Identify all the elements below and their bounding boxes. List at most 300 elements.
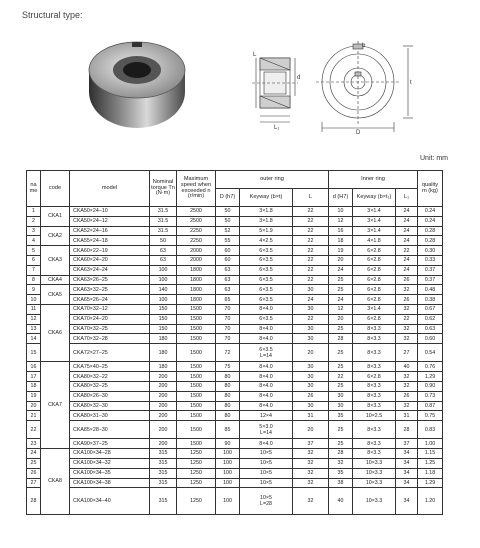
inner-keyway-cell: 8×3.3 bbox=[353, 334, 396, 344]
torque-cell: 200 bbox=[150, 372, 177, 382]
row-number: 2 bbox=[27, 216, 41, 226]
outer-d-cell: 65 bbox=[216, 295, 240, 305]
outer-l-cell: 22 bbox=[293, 226, 329, 236]
model-cell: CKA70×32−25 bbox=[70, 324, 150, 334]
row-number: 13 bbox=[27, 324, 41, 334]
outer-d-cell: 63 bbox=[216, 265, 240, 275]
outer-keyway-value: 6×3.5 bbox=[259, 346, 273, 353]
row-number: 24 bbox=[27, 449, 41, 459]
inner-l1-cell: 32 bbox=[396, 401, 418, 411]
table-row bbox=[27, 488, 443, 514]
inner-l1-cell: 32 bbox=[396, 381, 418, 391]
col-header-inner-l1: L₁ bbox=[396, 189, 418, 207]
table-row bbox=[27, 314, 443, 324]
speed-cell: 1500 bbox=[177, 372, 216, 382]
row-number: 21 bbox=[27, 411, 41, 421]
row-number: 22 bbox=[27, 421, 41, 439]
outer-l-cell: 30 bbox=[293, 381, 329, 391]
inner-d-cell: 24 bbox=[329, 265, 353, 275]
outer-l-cell: 32 bbox=[293, 488, 329, 514]
outer-keyway-cell: 10×5 bbox=[240, 478, 293, 488]
inner-l1-cell: 26 bbox=[396, 295, 418, 305]
inner-d-cell: 25 bbox=[329, 362, 353, 372]
table-row bbox=[27, 372, 443, 382]
table-row bbox=[27, 458, 443, 468]
code-cell: CKA5 bbox=[41, 285, 70, 305]
outer-keyway-cell: 12×4 bbox=[240, 411, 293, 421]
code-cell: CKA6 bbox=[41, 304, 70, 361]
torque-cell: 200 bbox=[150, 381, 177, 391]
inner-keyway-cell: 10×3.3 bbox=[353, 478, 396, 488]
torque-cell: 315 bbox=[150, 458, 177, 468]
quality-cell: 0.60 bbox=[418, 334, 443, 344]
torque-cell: 200 bbox=[150, 401, 177, 411]
model-cell: CKA80×31−30 bbox=[70, 411, 150, 421]
inner-d-cell: 16 bbox=[329, 226, 353, 236]
row-number: 12 bbox=[27, 314, 41, 324]
front-view bbox=[316, 41, 413, 132]
outer-d-cell: 60 bbox=[216, 255, 240, 265]
outer-l-cell: 30 bbox=[293, 304, 329, 314]
quality-cell: 0.24 bbox=[418, 207, 443, 217]
model-cell: CKA100×34−32 bbox=[70, 458, 150, 468]
inner-keyway-cell: 6×2.8 bbox=[353, 265, 396, 275]
speed-cell: 1800 bbox=[177, 275, 216, 285]
inner-d-cell: 30 bbox=[329, 391, 353, 401]
inner-d-cell: 12 bbox=[329, 216, 353, 226]
inner-d-cell: 35 bbox=[329, 411, 353, 421]
inner-d-cell: 24 bbox=[329, 295, 353, 305]
speed-cell: 1500 bbox=[177, 334, 216, 344]
outer-keyway-cell: 6×3.5 bbox=[240, 275, 293, 285]
row-number: 26 bbox=[27, 468, 41, 478]
model-cell: CKA63×24−24 bbox=[70, 265, 150, 275]
row-number: 5 bbox=[27, 246, 41, 256]
quality-cell: 1.15 bbox=[418, 449, 443, 459]
col-header-outer-d: D (h7) bbox=[216, 189, 240, 207]
model-cell: CKA72×27−25 bbox=[70, 344, 150, 362]
table-row bbox=[27, 478, 443, 488]
technical-drawing bbox=[248, 36, 423, 136]
inner-keyway-cell: 3×1.4 bbox=[353, 216, 396, 226]
code-cell: CKA2 bbox=[41, 226, 70, 246]
outer-keyway-cell: 6×3.5 bbox=[240, 265, 293, 275]
outer-l-cell: 22 bbox=[293, 255, 329, 265]
model-cell: CKA52×24−16 bbox=[70, 226, 150, 236]
outer-keyway-cell: 8×4.0 bbox=[240, 372, 293, 382]
model-cell: CKA100×34−38 bbox=[70, 478, 150, 488]
quality-cell: 0.28 bbox=[418, 236, 443, 246]
row-number: 4 bbox=[27, 236, 41, 246]
inner-keyway-cell: 8×3.3 bbox=[353, 324, 396, 334]
table-row bbox=[27, 362, 443, 372]
outer-d-cell: 70 bbox=[216, 314, 240, 324]
outer-d-cell: 90 bbox=[216, 439, 240, 449]
inner-l1-cell: 26 bbox=[396, 275, 418, 285]
outer-l-cell: 30 bbox=[293, 285, 329, 295]
table-row bbox=[27, 304, 443, 314]
dim-capital-d-label: D bbox=[356, 130, 361, 136]
torque-cell: 100 bbox=[150, 295, 177, 305]
speed-cell: 1500 bbox=[177, 421, 216, 439]
inner-d-cell: 25 bbox=[329, 285, 353, 295]
col-header-inner-keyway: Keyway (b×t₁) bbox=[353, 189, 396, 207]
speed-cell: 1500 bbox=[177, 344, 216, 362]
model-cell: CKA100×34−35 bbox=[70, 468, 150, 478]
quality-cell: 0.30 bbox=[418, 246, 443, 256]
inner-l1-cell: 24 bbox=[396, 216, 418, 226]
model-cell: CKA65×26−24 bbox=[70, 295, 150, 305]
table-row bbox=[27, 411, 443, 421]
inner-d-cell: 20 bbox=[329, 255, 353, 265]
outer-keyway-length: L=14 bbox=[260, 429, 272, 436]
row-number: 14 bbox=[27, 334, 41, 344]
row-number: 25 bbox=[27, 458, 41, 468]
col-header-outer-ring: outer ring bbox=[216, 171, 329, 189]
torque-cell: 31.5 bbox=[150, 207, 177, 217]
code-cell: CKA8 bbox=[41, 449, 70, 515]
clutch-keyway bbox=[132, 42, 142, 47]
outer-keyway-cell: 8×4.0 bbox=[240, 324, 293, 334]
outer-keyway-cell: 6×3.5 bbox=[240, 285, 293, 295]
speed-cell: 1800 bbox=[177, 295, 216, 305]
inner-d-cell: 28 bbox=[329, 334, 353, 344]
model-cell: CKA100×34−40 bbox=[70, 488, 150, 514]
torque-cell: 315 bbox=[150, 449, 177, 459]
row-number: 1 bbox=[27, 207, 41, 217]
inner-keyway-cell: 10×3.3 bbox=[353, 468, 396, 478]
torque-cell: 63 bbox=[150, 246, 177, 256]
speed-cell: 1250 bbox=[177, 478, 216, 488]
speed-cell: 1500 bbox=[177, 391, 216, 401]
table-row bbox=[27, 285, 443, 295]
row-number: 16 bbox=[27, 362, 41, 372]
outer-l-cell: 22 bbox=[293, 275, 329, 285]
inner-l1-cell: 34 bbox=[396, 488, 418, 514]
spec-table-body bbox=[27, 207, 443, 515]
torque-cell: 150 bbox=[150, 304, 177, 314]
inner-d-cell: 25 bbox=[329, 344, 353, 362]
outer-l-cell: 30 bbox=[293, 401, 329, 411]
model-cell: CKA70×24−20 bbox=[70, 314, 150, 324]
quality-cell: 0.63 bbox=[418, 324, 443, 334]
col-header-outer-l: L bbox=[293, 189, 329, 207]
clutch-photo bbox=[82, 30, 192, 140]
outer-d-cell: 70 bbox=[216, 304, 240, 314]
table-row bbox=[27, 226, 443, 236]
outer-l-cell: 20 bbox=[293, 344, 329, 362]
speed-cell: 1500 bbox=[177, 401, 216, 411]
outer-d-cell: 50 bbox=[216, 216, 240, 226]
dim-d-label: d bbox=[297, 75, 301, 81]
outer-l-cell: 30 bbox=[293, 362, 329, 372]
torque-cell: 180 bbox=[150, 362, 177, 372]
model-cell: CKA55×24−18 bbox=[70, 236, 150, 246]
outer-d-cell: 80 bbox=[216, 372, 240, 382]
model-cell: CKA70×32−12 bbox=[70, 304, 150, 314]
outer-l-cell: 22 bbox=[293, 314, 329, 324]
inner-keyway-cell: 3×1.4 bbox=[353, 207, 396, 217]
model-cell: CKA100×34−28 bbox=[70, 449, 150, 459]
outer-l-cell: 20 bbox=[293, 421, 329, 439]
row-number: 20 bbox=[27, 401, 41, 411]
torque-cell: 200 bbox=[150, 439, 177, 449]
inner-d-cell: 22 bbox=[329, 372, 353, 382]
inner-l1-cell: 32 bbox=[396, 334, 418, 344]
table-row bbox=[27, 216, 443, 226]
row-number: 19 bbox=[27, 391, 41, 401]
spec-table-header bbox=[27, 171, 443, 207]
outer-d-cell: 85 bbox=[216, 421, 240, 439]
outer-d-cell: 100 bbox=[216, 478, 240, 488]
section-view bbox=[252, 58, 301, 122]
outer-l-cell: 22 bbox=[293, 246, 329, 256]
outer-d-cell: 70 bbox=[216, 324, 240, 334]
unit-label: Unit: mm bbox=[420, 155, 448, 162]
speed-cell: 1500 bbox=[177, 314, 216, 324]
table-row bbox=[27, 295, 443, 305]
outer-l-cell: 30 bbox=[293, 372, 329, 382]
model-cell: CKA50×24−12 bbox=[70, 216, 150, 226]
outer-keyway-cell: 4×2.5 bbox=[240, 236, 293, 246]
inner-keyway-cell: 10×3.3 bbox=[353, 488, 396, 514]
model-cell: CKA80×26−30 bbox=[70, 391, 150, 401]
speed-cell: 1500 bbox=[177, 439, 216, 449]
quality-cell: 0.73 bbox=[418, 391, 443, 401]
clutch-bore bbox=[123, 62, 151, 78]
row-number: 6 bbox=[27, 255, 41, 265]
inner-d-cell: 20 bbox=[329, 314, 353, 324]
torque-cell: 200 bbox=[150, 421, 177, 439]
inner-keyway-cell: 6×2.8 bbox=[353, 372, 396, 382]
outer-l-cell: 22 bbox=[293, 236, 329, 246]
row-number: 3 bbox=[27, 226, 41, 236]
outer-keyway-cell: 10×5 bbox=[240, 458, 293, 468]
inner-l1-cell: 24 bbox=[396, 236, 418, 246]
torque-cell: 63 bbox=[150, 255, 177, 265]
inner-keyway-cell: 6×2.8 bbox=[353, 314, 396, 324]
torque-cell: 200 bbox=[150, 411, 177, 421]
outer-d-cell: 55 bbox=[216, 236, 240, 246]
speed-cell: 1250 bbox=[177, 449, 216, 459]
outer-l-cell: 26 bbox=[293, 391, 329, 401]
outer-l-cell: 32 bbox=[293, 458, 329, 468]
inner-d-cell: 25 bbox=[329, 324, 353, 334]
outer-d-cell: 80 bbox=[216, 381, 240, 391]
model-cell: CKA80×32−30 bbox=[70, 401, 150, 411]
table-row bbox=[27, 207, 443, 217]
quality-cell: 1.18 bbox=[418, 468, 443, 478]
inner-d-cell: 25 bbox=[329, 275, 353, 285]
inner-l1-cell: 27 bbox=[396, 344, 418, 362]
inner-d-cell: 32 bbox=[329, 458, 353, 468]
outer-l-cell: 31 bbox=[293, 411, 329, 421]
inner-keyway-cell: 4×1.8 bbox=[353, 236, 396, 246]
table-row bbox=[27, 265, 443, 275]
speed-cell: 2000 bbox=[177, 246, 216, 256]
model-cell: CKA63×26−25 bbox=[70, 275, 150, 285]
table-row bbox=[27, 381, 443, 391]
inner-l1-cell: 24 bbox=[396, 207, 418, 217]
outer-keyway-cell: 8×4.0 bbox=[240, 362, 293, 372]
torque-cell: 315 bbox=[150, 488, 177, 514]
outer-d-cell: 52 bbox=[216, 226, 240, 236]
quality-cell: 0.76 bbox=[418, 362, 443, 372]
dim-l-label: L bbox=[253, 52, 257, 58]
torque-cell: 31.5 bbox=[150, 226, 177, 236]
table-row bbox=[27, 275, 443, 285]
outer-keyway-cell bbox=[240, 488, 293, 514]
row-number: 23 bbox=[27, 439, 41, 449]
model-cell: CKA80×32−22 bbox=[70, 372, 150, 382]
model-cell: CKA85×28−30 bbox=[70, 421, 150, 439]
col-header-quality: quality m (kg) bbox=[418, 171, 443, 207]
quality-cell: 1.20 bbox=[418, 488, 443, 514]
outer-keyway-cell: 8×4.0 bbox=[240, 439, 293, 449]
outer-l-cell: 30 bbox=[293, 324, 329, 334]
outer-keyway-cell: 8×4.0 bbox=[240, 304, 293, 314]
outer-d-cell: 100 bbox=[216, 468, 240, 478]
outer-l-cell: 22 bbox=[293, 207, 329, 217]
inner-d-cell: 30 bbox=[329, 401, 353, 411]
outer-keyway-length: L=14 bbox=[260, 352, 272, 359]
model-cell: CKA90×37−25 bbox=[70, 439, 150, 449]
quality-cell: 0.87 bbox=[418, 401, 443, 411]
outer-d-cell: 63 bbox=[216, 275, 240, 285]
inner-l1-cell: 32 bbox=[396, 324, 418, 334]
inner-l1-cell: 24 bbox=[396, 226, 418, 236]
code-cell: CKA7 bbox=[41, 362, 70, 449]
inner-l1-cell: 34 bbox=[396, 478, 418, 488]
quality-cell: 0.48 bbox=[418, 285, 443, 295]
torque-cell: 100 bbox=[150, 275, 177, 285]
inner-d-cell: 25 bbox=[329, 421, 353, 439]
inner-d-cell: 12 bbox=[329, 304, 353, 314]
outer-d-cell: 70 bbox=[216, 334, 240, 344]
inner-l1-cell: 37 bbox=[396, 439, 418, 449]
outer-keyway-cell: 10×5 bbox=[240, 449, 293, 459]
row-number: 28 bbox=[27, 488, 41, 514]
quality-cell: 0.62 bbox=[418, 314, 443, 324]
quality-cell: 0.83 bbox=[418, 421, 443, 439]
inner-l1-cell: 26 bbox=[396, 391, 418, 401]
row-number: 10 bbox=[27, 295, 41, 305]
row-number: 27 bbox=[27, 478, 41, 488]
quality-cell: 0.54 bbox=[418, 344, 443, 362]
structural-type-heading: Structural type: bbox=[22, 10, 83, 20]
row-number: 11 bbox=[27, 304, 41, 314]
torque-cell: 180 bbox=[150, 344, 177, 362]
col-header-model: model bbox=[70, 171, 150, 207]
outer-keyway-cell: 5×1.9 bbox=[240, 226, 293, 236]
outer-keyway-cell: 8×4.0 bbox=[240, 334, 293, 344]
inner-l1-cell: 32 bbox=[396, 372, 418, 382]
table-row bbox=[27, 468, 443, 478]
row-number: 17 bbox=[27, 372, 41, 382]
table-row bbox=[27, 344, 443, 362]
speed-cell: 2250 bbox=[177, 236, 216, 246]
inner-d-cell: 19 bbox=[329, 246, 353, 256]
speed-cell: 1500 bbox=[177, 381, 216, 391]
inner-l1-cell: 24 bbox=[396, 265, 418, 275]
speed-cell: 2500 bbox=[177, 216, 216, 226]
outer-keyway-cell: 8×4.0 bbox=[240, 401, 293, 411]
model-cell: CKA50×24−10 bbox=[70, 207, 150, 217]
inner-l1-cell: 34 bbox=[396, 468, 418, 478]
inner-d-cell: 18 bbox=[329, 236, 353, 246]
outer-keyway-cell: 6×3.5 bbox=[240, 246, 293, 256]
col-header-code: code bbox=[41, 171, 70, 207]
inner-d-cell: 25 bbox=[329, 381, 353, 391]
model-cell: CKA60×24−20 bbox=[70, 255, 150, 265]
col-header-inner-d: d (H7) bbox=[329, 189, 353, 207]
table-row bbox=[27, 246, 443, 256]
table-row bbox=[27, 421, 443, 439]
table-row bbox=[27, 334, 443, 344]
dim-l1-label: L₁ bbox=[274, 125, 280, 131]
speed-cell: 2250 bbox=[177, 226, 216, 236]
outer-d-cell: 80 bbox=[216, 401, 240, 411]
table-row bbox=[27, 401, 443, 411]
inner-d-cell: 25 bbox=[329, 439, 353, 449]
inner-keyway-cell: 8×3.3 bbox=[353, 381, 396, 391]
outer-keyway-cell bbox=[240, 344, 293, 362]
torque-cell: 50 bbox=[150, 236, 177, 246]
dim-t-label: t bbox=[410, 80, 412, 86]
code-cell: CKA4 bbox=[41, 275, 70, 285]
outer-d-cell: 63 bbox=[216, 285, 240, 295]
model-cell: CKA80×32−25 bbox=[70, 381, 150, 391]
inner-keyway-cell: 8×3.3 bbox=[353, 439, 396, 449]
outer-d-cell: 50 bbox=[216, 207, 240, 217]
quality-cell: 0.38 bbox=[418, 295, 443, 305]
outer-l-cell: 32 bbox=[293, 468, 329, 478]
outer-keyway-cell: 6×3.5 bbox=[240, 295, 293, 305]
inner-keyway-cell: 10×3.3 bbox=[353, 458, 396, 468]
speed-cell: 1500 bbox=[177, 411, 216, 421]
torque-cell: 150 bbox=[150, 314, 177, 324]
inner-keyway-cell: 6×2.8 bbox=[353, 275, 396, 285]
col-header-name: na me bbox=[27, 171, 41, 207]
inner-d-cell: 40 bbox=[329, 488, 353, 514]
code-cell: CKA3 bbox=[41, 246, 70, 275]
inner-d-cell: 10 bbox=[329, 207, 353, 217]
inner-l1-cell: 32 bbox=[396, 285, 418, 295]
inner-keyway-cell: 6×2.8 bbox=[353, 255, 396, 265]
inner-l1-cell: 40 bbox=[396, 362, 418, 372]
table-row bbox=[27, 449, 443, 459]
quality-cell: 1.00 bbox=[418, 439, 443, 449]
table-row bbox=[27, 391, 443, 401]
quality-cell: 0.24 bbox=[418, 216, 443, 226]
quality-cell: 0.37 bbox=[418, 275, 443, 285]
torque-cell: 315 bbox=[150, 468, 177, 478]
inner-keyway-cell: 3×1.4 bbox=[353, 304, 396, 314]
inner-keyway-cell: 8×3.3 bbox=[353, 391, 396, 401]
speed-cell: 2500 bbox=[177, 207, 216, 217]
model-cell: CKA70×32−28 bbox=[70, 334, 150, 344]
model-cell: CKA60×22−19 bbox=[70, 246, 150, 256]
quality-cell: 0.33 bbox=[418, 255, 443, 265]
table-row bbox=[27, 236, 443, 246]
code-cell: CKA1 bbox=[41, 207, 70, 227]
outer-d-cell: 100 bbox=[216, 449, 240, 459]
torque-cell: 200 bbox=[150, 391, 177, 401]
outer-keyway-cell: 3×1.8 bbox=[240, 207, 293, 217]
inner-l1-cell: 28 bbox=[396, 421, 418, 439]
outer-keyway-length: L=28 bbox=[260, 500, 272, 507]
inner-keyway-cell: 8×3.3 bbox=[353, 421, 396, 439]
